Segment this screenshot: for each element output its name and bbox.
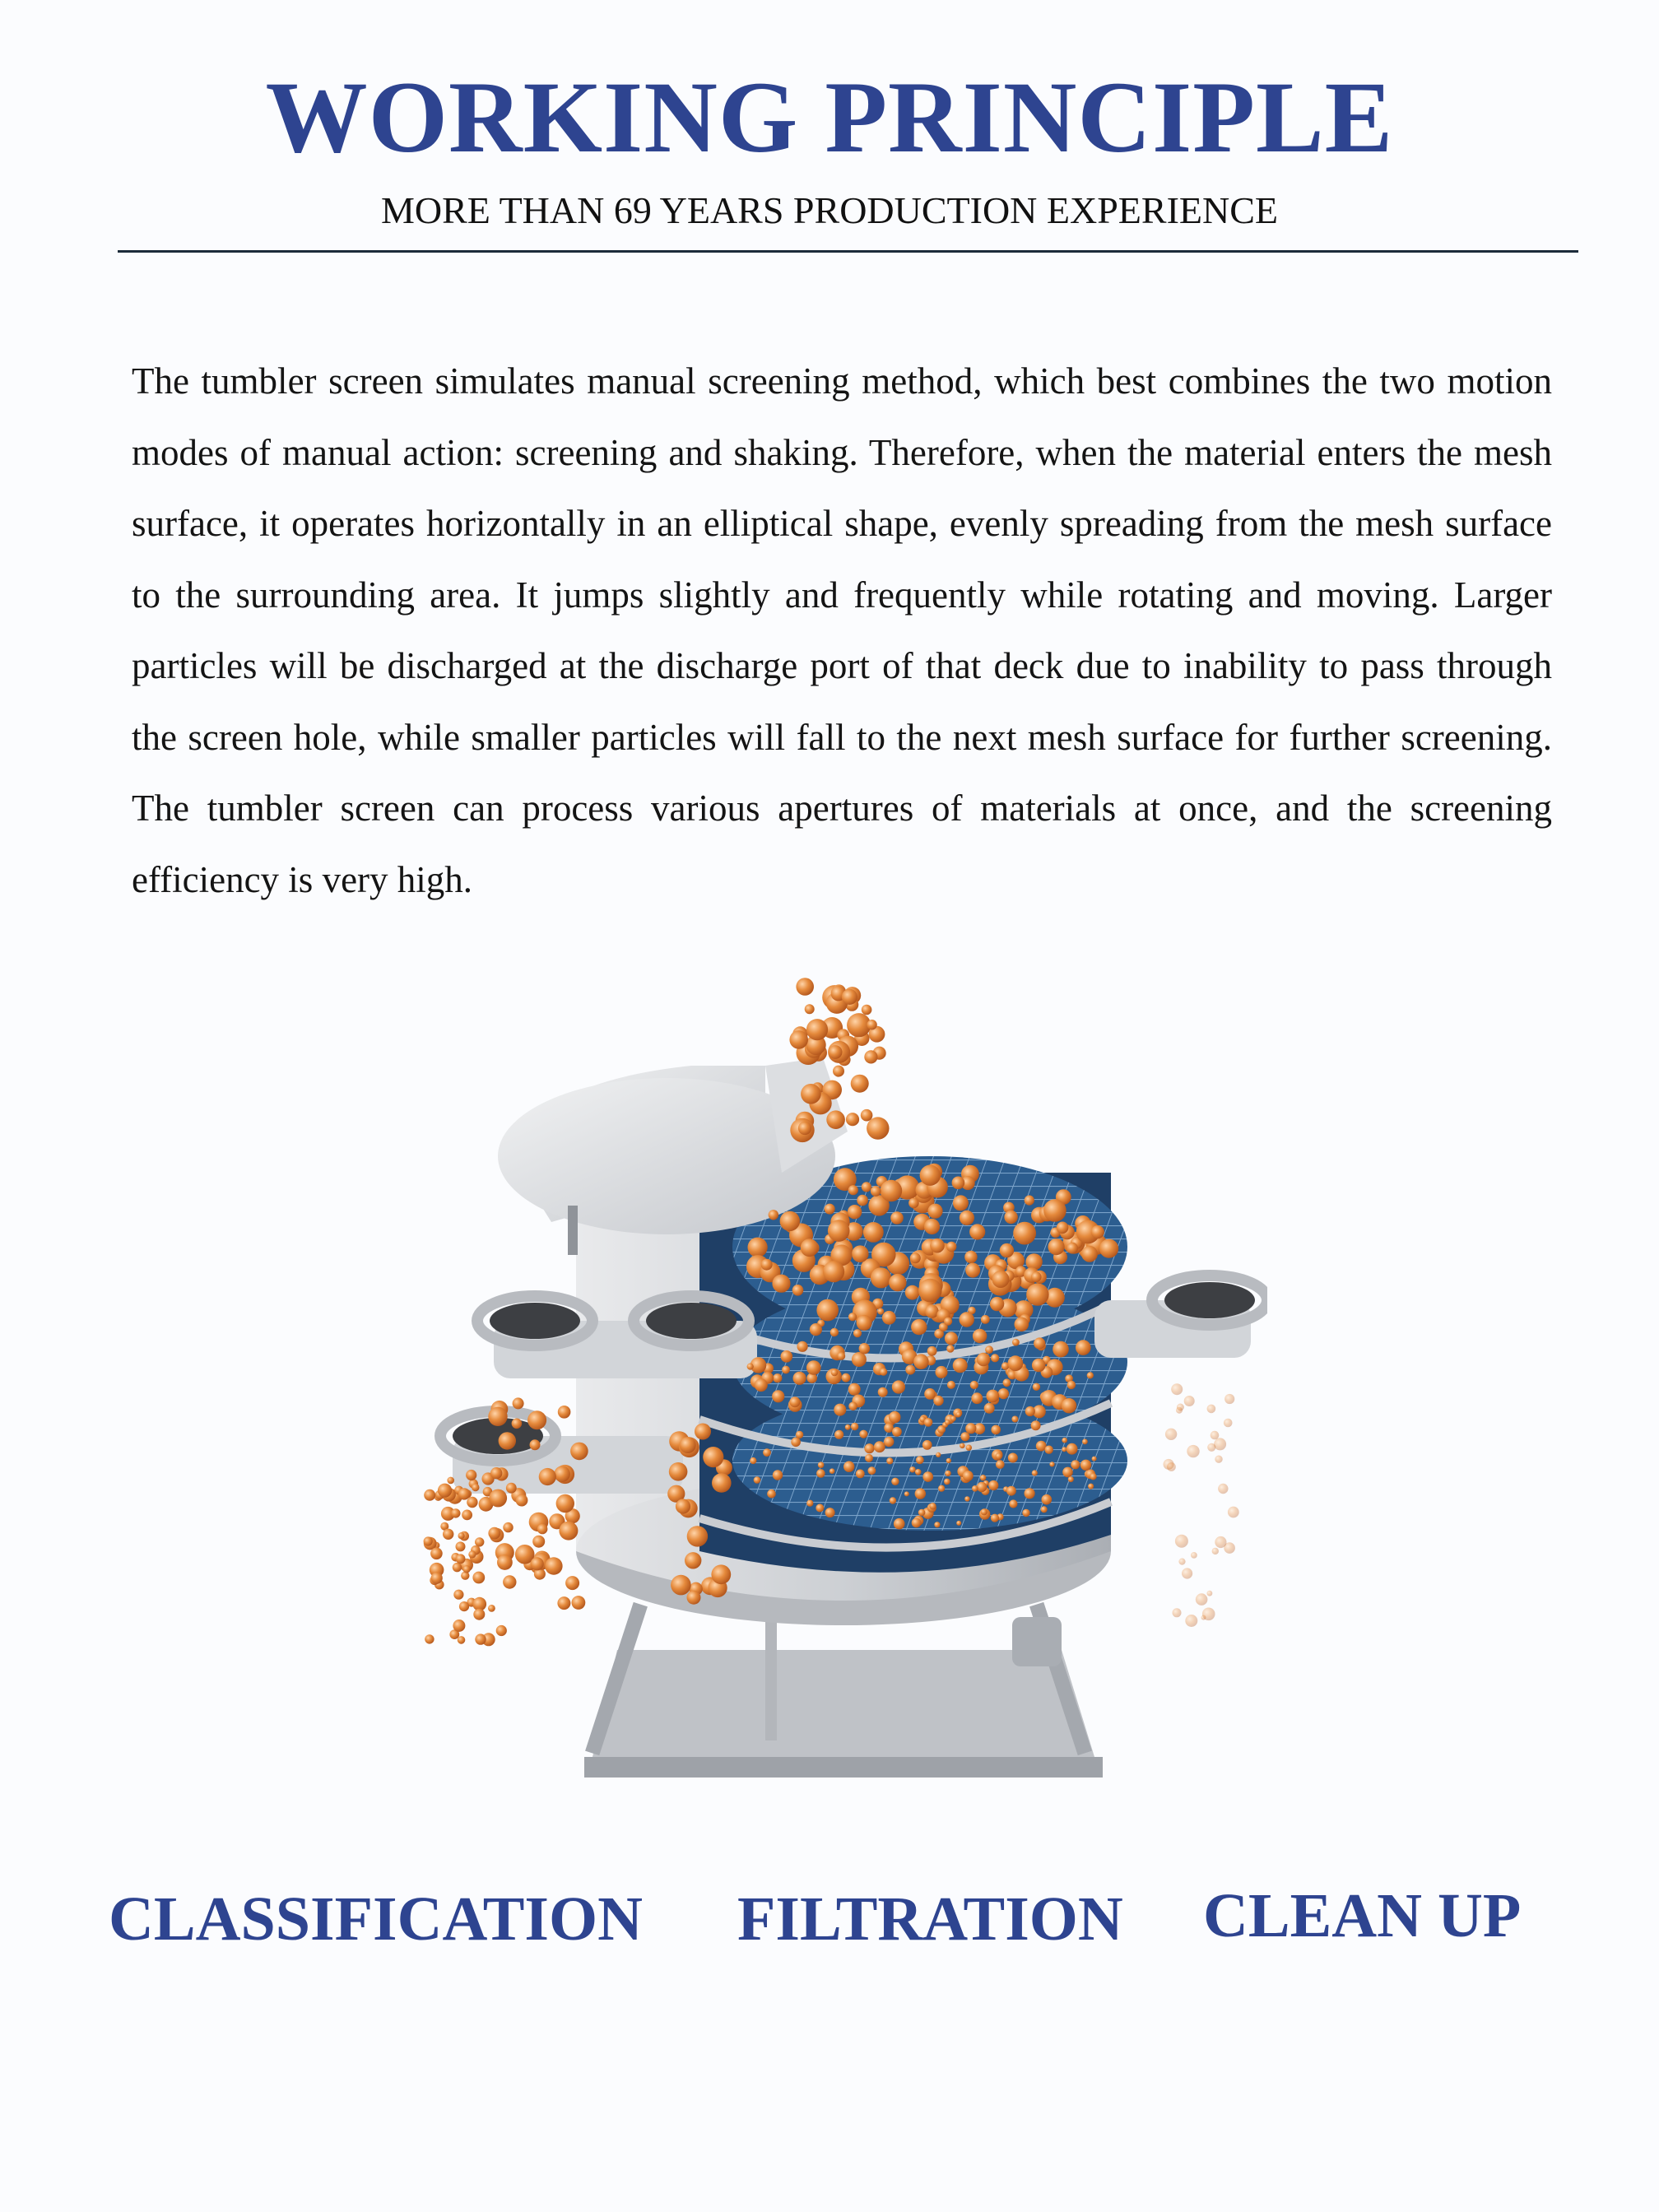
feature-clean-up: CLEAN UP [1203,1881,1522,1950]
feature-classification: CLASSIFICATION [109,1884,643,1954]
feature-filtration: FILTRATION [737,1884,1123,1954]
description-paragraph: The tumbler screen simulates manual screening method, which best combines the two motion modes of manual action: screening and shaking. Therefore, when the material enters the mesh surface, it operates horizontally in an elliptical shape, evenly spreading from the mesh surface to the surrounding area. It jumps slightly and frequently while rotating and moving. Larger particles will be discharged at the discharge port of that deck due to inability to pass through the screen hole, while smaller particles will fall to the next mesh surface for further screening. The tumbler screen can process various apertures of materials at once, and the screening efficiency is very high. [132,360,1552,900]
tumbler-screen-illustration [420,975,1267,1823]
base-frame [584,1601,1103,1778]
page-subtitle: MORE THAN 69 YEARS PRODUCTION EXPERIENCE [381,189,1278,231]
page-title: WORKING PRINCIPLE [265,61,1394,174]
header-divider [118,250,1578,253]
